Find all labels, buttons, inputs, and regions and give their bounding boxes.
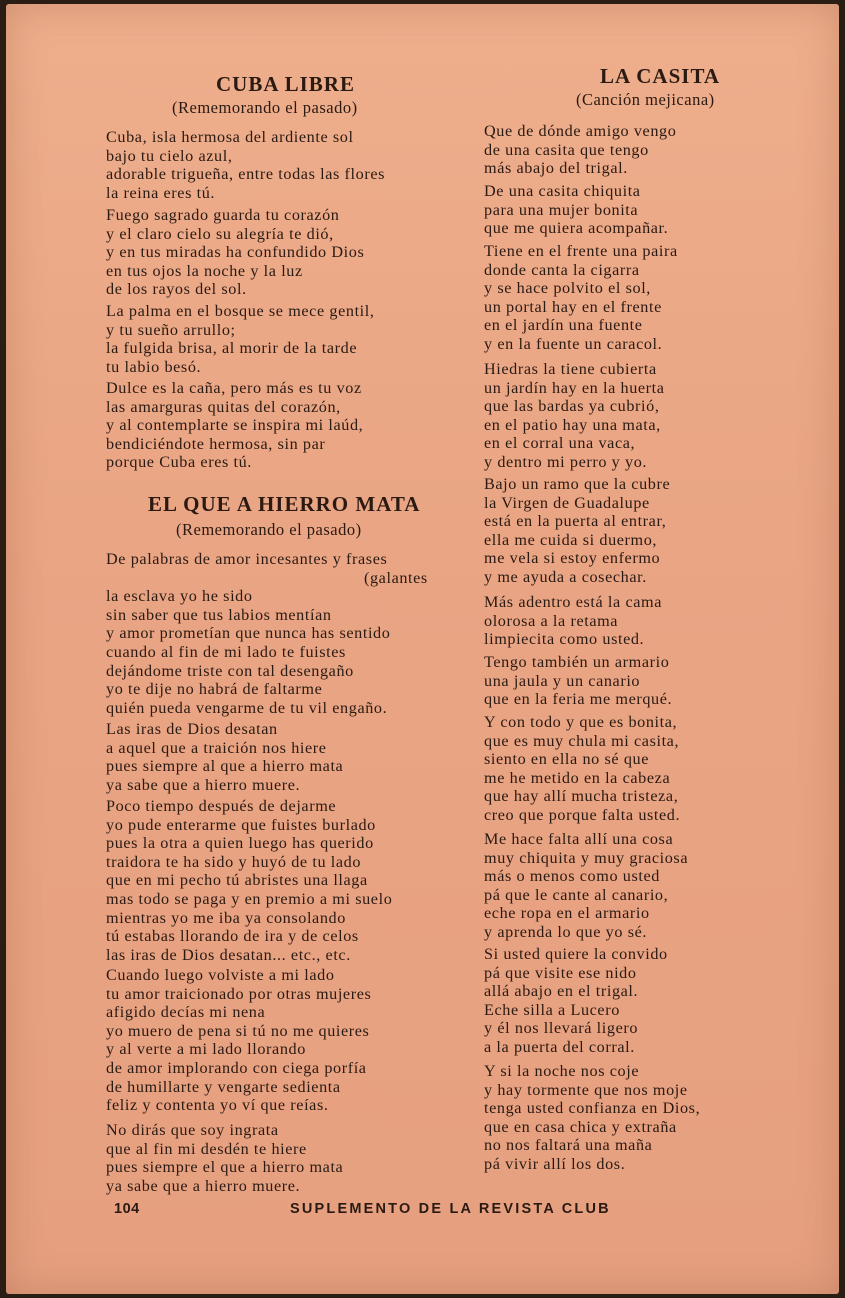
verse-line: Y si la noche nos coje xyxy=(484,1062,640,1080)
casita-stanza-9 xyxy=(484,830,688,942)
verse-line: a la puerta del corral. xyxy=(484,1037,635,1056)
verse-line: allá abajo en el trigal. xyxy=(484,982,639,1001)
verse-line: Eche silla a Lucero xyxy=(484,1000,620,1019)
verse-line: Que de dónde amigo vengo xyxy=(484,122,677,140)
hierro-stanza-3 xyxy=(106,797,392,964)
verse-line: Si usted quiere la convido xyxy=(484,945,668,963)
verse-line: Más adentro está la cama xyxy=(484,593,662,611)
verse-line: un portal hay en el frente xyxy=(484,297,662,316)
verse-line: tú estabas llorando de ira y de celos xyxy=(106,927,359,946)
verse-line: Poco tiempo después de dejarme xyxy=(106,797,337,815)
verse-line: La palma en el bosque se mece gentil, xyxy=(106,302,375,320)
verse-line: que en mi pecho tú abristes una llaga xyxy=(106,871,368,890)
verse-line: mientras yo me iba ya consolando xyxy=(106,908,346,927)
verse-line: las iras de Dios desatan... etc., etc. xyxy=(106,945,351,964)
verse-line: olorosa a la retama xyxy=(484,611,619,630)
verse-line: en el patio hay una mata, xyxy=(484,415,661,434)
verse-line: bajo tu cielo azul, xyxy=(106,146,233,165)
verse-line: en tus ojos la noche y la luz xyxy=(106,261,303,280)
verse-line: ya sabe que a hierro muere. xyxy=(106,775,301,794)
verse-line: y se hace polvito el sol, xyxy=(484,279,651,298)
verse-line: eche ropa en el armario xyxy=(484,904,650,923)
verse-line: sin saber que tus labios mentían xyxy=(106,605,332,624)
casita-stanza-1 xyxy=(484,122,676,178)
footer-publication: SUPLEMENTO DE LA REVISTA CLUB xyxy=(290,1201,611,1217)
verse-line: pá que visite ese nido xyxy=(484,963,637,982)
verse-line: la fulgida brisa, al morir de la tarde xyxy=(106,339,358,358)
verse-line: feliz y contenta yo ví que reías. xyxy=(106,1096,329,1115)
verse-line: cuando al fin de mi lado te fuistes xyxy=(106,642,346,661)
verse-line: y él nos llevará ligero xyxy=(484,1019,639,1038)
casita-stanza-10 xyxy=(484,945,668,1057)
verse-line: y en la fuente un caracol. xyxy=(484,334,663,353)
verse-line: de una casita que tengo xyxy=(484,140,649,159)
verse-line: muy chiquita y muy graciosa xyxy=(484,848,689,867)
hierro-stanza-5 xyxy=(106,1121,343,1195)
casita-stanza-5 xyxy=(484,475,670,587)
cuba-stanza-3 xyxy=(106,302,375,376)
verse-line: me vela si estoy enfermo xyxy=(484,549,661,568)
verse-line: creo que porque falta usted. xyxy=(484,805,681,824)
verse-line: la esclava yo he sido xyxy=(106,587,253,606)
verse-line: más abajo del trigal. xyxy=(484,159,628,178)
verse-line: tu labio besó. xyxy=(106,357,202,376)
verse-line: tu amor traicionado por otras mujeres xyxy=(106,984,372,1003)
verse-line: Cuando luego volviste a mi lado xyxy=(106,966,335,984)
verse-line: yo muero de pena si tú no me quieres xyxy=(106,1021,370,1040)
verse-line: y me ayuda a cosechar. xyxy=(484,567,647,586)
verse-line: Y con todo y que es bonita, xyxy=(484,713,678,731)
verse-line: pá que le cante al canario, xyxy=(484,885,669,904)
verse-line: y hay tormente que nos moje xyxy=(484,1080,688,1099)
verse-line: que hay allí mucha tristeza, xyxy=(484,787,679,806)
verse-line: a aquel que a traición nos hiere xyxy=(106,738,327,757)
verse-line: para una mujer bonita xyxy=(484,200,639,219)
verse-line: (galantes xyxy=(364,568,428,587)
verse-line: quién pueda vengarme de tu vil engaño. xyxy=(106,698,388,717)
verse-line: Fuego sagrado guarda tu corazón xyxy=(106,206,340,224)
casita-stanza-3 xyxy=(484,242,678,354)
verse-line: pues la otra a quien luego has querido xyxy=(106,834,374,853)
hierro-stanza-1 xyxy=(106,550,428,717)
verse-line: donde canta la cigarra xyxy=(484,260,640,279)
casita-stanza-2 xyxy=(484,182,668,238)
verse-line: Tiene en el frente una paira xyxy=(484,242,678,260)
verse-line: yo pude enterarme que fuistes burlado xyxy=(106,815,376,834)
verse-line: y tu sueño arrullo; xyxy=(106,320,236,339)
casita-stanza-6 xyxy=(484,593,662,649)
casita-stanza-4 xyxy=(484,360,665,472)
verse-line: Bajo un ramo que la cubre xyxy=(484,475,671,493)
verse-line: que al fin mi desdén te hiere xyxy=(106,1139,307,1158)
verse-line: las amarguras quitas del corazón, xyxy=(106,397,341,416)
verse-line: mas todo se paga y en premio a mi suelo xyxy=(106,889,393,908)
verse-line: que me quiera acompañar. xyxy=(484,219,669,238)
verse-line: de humillarte y vengarte sedienta xyxy=(106,1077,341,1096)
verse-line: Tengo también un armario xyxy=(484,653,670,671)
verse-line: adorable trigueña, entre todas las flores xyxy=(106,165,385,184)
verse-line: una jaula y un canario xyxy=(484,671,641,690)
verse-line: y en tus miradas ha confundido Dios xyxy=(106,243,365,262)
verse-line: más o menos como usted xyxy=(484,867,660,886)
verse-line: y aprenda lo que yo sé. xyxy=(484,922,648,941)
la-casita-title: LA CASITA xyxy=(600,64,721,88)
verse-line: yo te dije no habrá de faltarme xyxy=(106,680,323,699)
verse-line: Me hace falta allí una cosa xyxy=(484,830,674,848)
verse-line: De una casita chiquita xyxy=(484,182,641,200)
verse-line: la Virgen de Guadalupe xyxy=(484,493,650,512)
verse-line: y el claro cielo su alegría te dió, xyxy=(106,224,334,243)
verse-line: pá vivir allí los dos. xyxy=(484,1154,626,1173)
verse-line: limpiecita como usted. xyxy=(484,630,645,649)
verse-line: porque Cuba eres tú. xyxy=(106,453,252,472)
hierro-stanza-2 xyxy=(106,720,343,794)
verse-line: me he metido en la cabeza xyxy=(484,768,671,787)
verse-line: de amor implorando con ciega porfía xyxy=(106,1058,367,1077)
hierro-subtitle: (Rememorando el pasado) xyxy=(176,520,362,539)
verse-line: dejándome triste con tal desengaño xyxy=(106,661,354,680)
verse-line: tenga usted confianza en Dios, xyxy=(484,1099,701,1118)
cuba-stanza-2 xyxy=(106,206,364,299)
cuba-stanza-1 xyxy=(106,128,385,202)
verse-line: en el corral una vaca, xyxy=(484,434,636,453)
verse-line: que en casa chica y extraña xyxy=(484,1117,677,1136)
verse-line: Hiedras la tiene cubierta xyxy=(484,360,657,378)
casita-stanza-7 xyxy=(484,653,672,709)
verse-line: ya sabe que a hierro muere. xyxy=(106,1176,301,1195)
verse-line: no nos faltará una maña xyxy=(484,1136,653,1155)
hierro-title: EL QUE A HIERRO MATA xyxy=(148,492,421,516)
verse-line: y dentro mi perro y yo. xyxy=(484,452,648,471)
verse-line: pues siempre el que a hierro mata xyxy=(106,1158,344,1177)
verse-line: ella me cuida si duermo, xyxy=(484,530,658,549)
verse-line: De palabras de amor incesantes y frases xyxy=(106,550,388,568)
verse-line: que las bardas ya cubrió, xyxy=(484,397,660,416)
verse-line: pues siempre al que a hierro mata xyxy=(106,757,344,776)
hierro-stanza-4 xyxy=(106,966,371,1115)
verse-line: de los rayos del sol. xyxy=(106,280,247,299)
verse-line: Cuba, isla hermosa del ardiente sol xyxy=(106,128,354,146)
verse-line: un jardín hay en la huerta xyxy=(484,378,665,397)
casita-stanza-11 xyxy=(484,1062,700,1174)
verse-line: está en la puerta al entrar, xyxy=(484,512,667,531)
verse-line: la reina eres tú. xyxy=(106,183,216,202)
verse-line: traidora te ha sido y huyó de tu lado xyxy=(106,852,362,871)
verse-line: y al contemplarte se inspira mi laúd, xyxy=(106,416,364,435)
page-number: 104 xyxy=(114,1201,140,1217)
page xyxy=(6,4,839,1294)
verse-line: Dulce es la caña, pero más es tu voz xyxy=(106,379,362,397)
verse-line: y al verte a mi lado llorando xyxy=(106,1040,306,1059)
verse-line: afigido decías mi nena xyxy=(106,1003,266,1022)
verse-line: No dirás que soy ingrata xyxy=(106,1121,279,1139)
cuba-libre-subtitle: (Rememorando el pasado) xyxy=(172,98,358,117)
verse-line: bendiciéndote hermosa, sin par xyxy=(106,434,326,453)
verse-line: en el jardín una fuente xyxy=(484,316,643,335)
verse-line: siento en ella no sé que xyxy=(484,750,649,769)
cuba-stanza-4 xyxy=(106,379,363,472)
casita-stanza-8 xyxy=(484,713,680,825)
la-casita-subtitle: (Canción mejicana) xyxy=(576,90,715,109)
verse-line: que es muy chula mi casita, xyxy=(484,731,680,750)
verse-line: Las iras de Dios desatan xyxy=(106,720,278,738)
cuba-libre-title: CUBA LIBRE xyxy=(216,72,355,96)
verse-line: que en la feria me merqué. xyxy=(484,690,673,709)
verse-line: y amor prometían que nunca has sentido xyxy=(106,624,391,643)
